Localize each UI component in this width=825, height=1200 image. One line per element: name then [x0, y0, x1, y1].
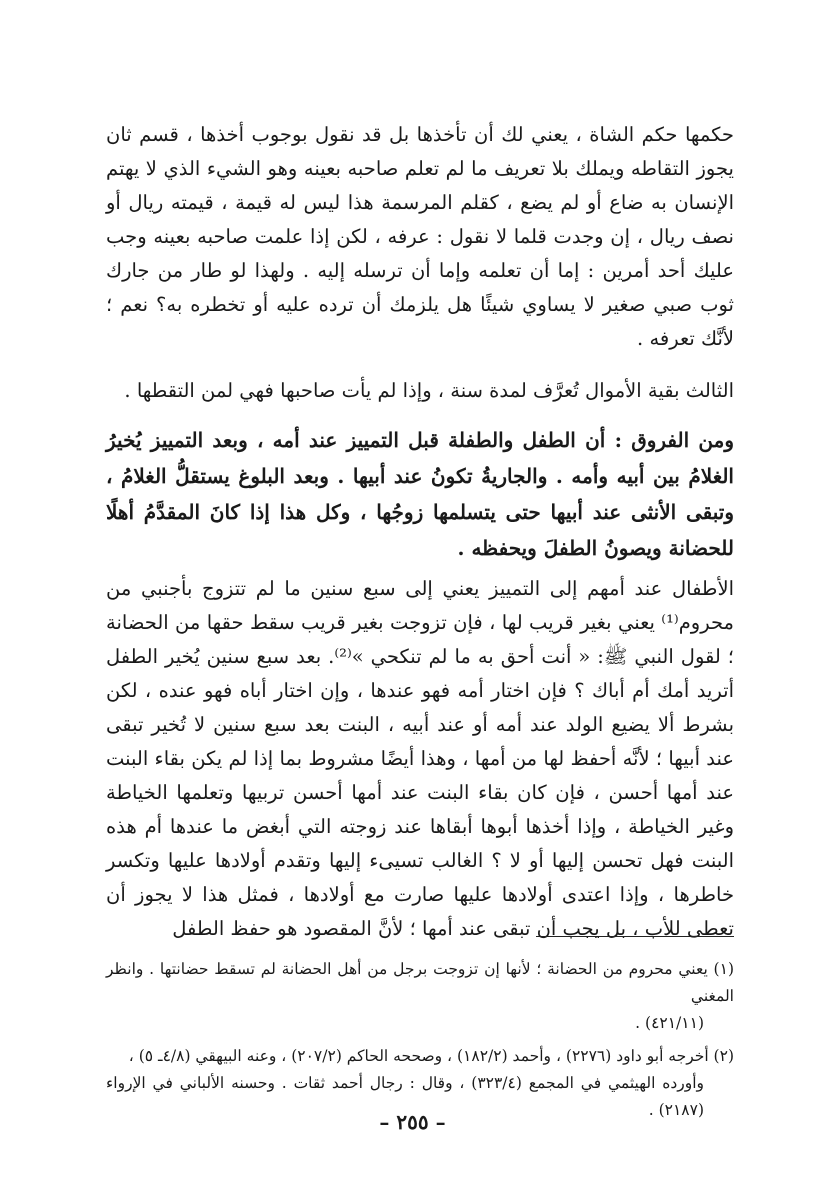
footnotes	[106, 956, 734, 1130]
footnote-1-line-1: (١) يعني محروم من الحضانة ؛ لأنها إن تزوجت برجل من أهل الحضانة لم تسقط حضانتها . وانظر المغني	[106, 960, 734, 1005]
footnote-1	[106, 956, 734, 1037]
paragraph-1: حكمها حكم الشاة ، يعني لك أن تأخذها بل قد نقول بوجوب أخذها ، قسم ثان يجوز التقاطه ويملك بلا تعريف ما لم تعلم صاحبه بعينه وهو الشيء الذي لا يهتم الإنسان به ضاع أو لم يضع ، كقلم المرسمة هذا ليس له قيمة ، قيمته ريال أو نصف ريال ، إن وجدت قلما لا نقول : عرفه ، لكن إذا علمت صاحبه بعينه وجب عليك أحد أمرين : إما أن تعلمه وإما أن ترسله إليه . ولهذا لو طار من جارك ثوب صبي صغير لا يساوي شيئًا هل يلزمك أن ترده عليه أو تخطره به؟ نعم ؛ لأنَّك تعرفه .	[106, 123, 734, 350]
footnote-separator	[536, 936, 734, 937]
footnote-2-line-1: (٢) أخرجه أبو داود (٢٢٧٦) ، وأحمد (١٨٢/٢) ، وصححه الحاكم (٢٠٧/٢) ، وعنه البيهقي (٤/٨ـ ٥) ،	[128, 1047, 734, 1065]
footnote-2-line-2: وأورده الهيثمي في المجمع (٣٢٣/٤) ، وقال : رجال أحمد ثقات . وحسنه الألباني في الإرواء (٢١٨٧) .	[106, 1074, 705, 1119]
page-body	[106, 118, 734, 946]
paragraph-3-bold-matn: ومن الفروق : أن الطفل والطفلة قبل التمييز عند أمه ، وبعد التمييز يُخيرُ الغلامُ بين أبيه وأمه . والجاريةُ تكونُ عند أبيها . وبعد البلوغ يستقلُّ الغلامُ ، وتبقى الأنثى عند أبيها حتى يتسلمها زوجُها ، وكل هذا إذا كانَ المقدَّمُ أهلًا للحضانة ويصونُ الطفلَ ويحفظه .	[106, 428, 734, 560]
page-number: – ٢٥٥ –	[379, 1110, 446, 1134]
paragraph-4: الأطفال عند أمهم إلى التمييز يعني إلى سبع سنين ما لم تتزوج بأجنبي من محروم⁽¹⁾ يعني بغير قريب لها ، فإن تزوجت بغير قريب سقط حقها من الحضانة ؛ لقول النبي ﷺ: « أنت أحق به ما لم تنكحي »⁽²⁾. بعد سبع سنين يُخير الطفل أتريد أمك أم أباك ؟ فإن اختار أمه فهو عندها ، وإن اختار أباه فهو عنده ، لكن بشرط ألا يضيع الولد عند أمه أو عند أبيه ، البنت بعد سبع سنين لا تُخير تبقى عند أبيها ؛ لأنَّه أحفظ لها من أمها ، وهذا أيضًا مشروط بما إذا لم يكن بقاء البنت عند أمها أحسن ، فإن كان بقاء البنت عند أمها أحسن تربيها وتعلمها الخياطة وغير الخياطة ، وإذا أخذها أبوها أبقاها عند زوجته التي أبغض ما عندها أم هذه البنت فهل تحسن إليها أو لا ؟ الغالب تسيىء إليها وتقدم أولادها عليها وتكسر خاطرها ، وإذا اعتدى أولادها عليها صارت مع أولادها ، فمثل هذا لا يجوز أن تعطى للأب ، بل يجب أن تبقى عند أمها ؛ لأنَّ المقصود هو حفظ الطفل	[106, 577, 734, 940]
footnote-1-line-2: (٤٢١/١١) .	[635, 1014, 704, 1032]
paragraph-2: الثالث بقية الأموال تُعرَّف لمدة سنة ، وإذا لم يأت صاحبها فهي لمن التقطها .	[124, 379, 734, 402]
